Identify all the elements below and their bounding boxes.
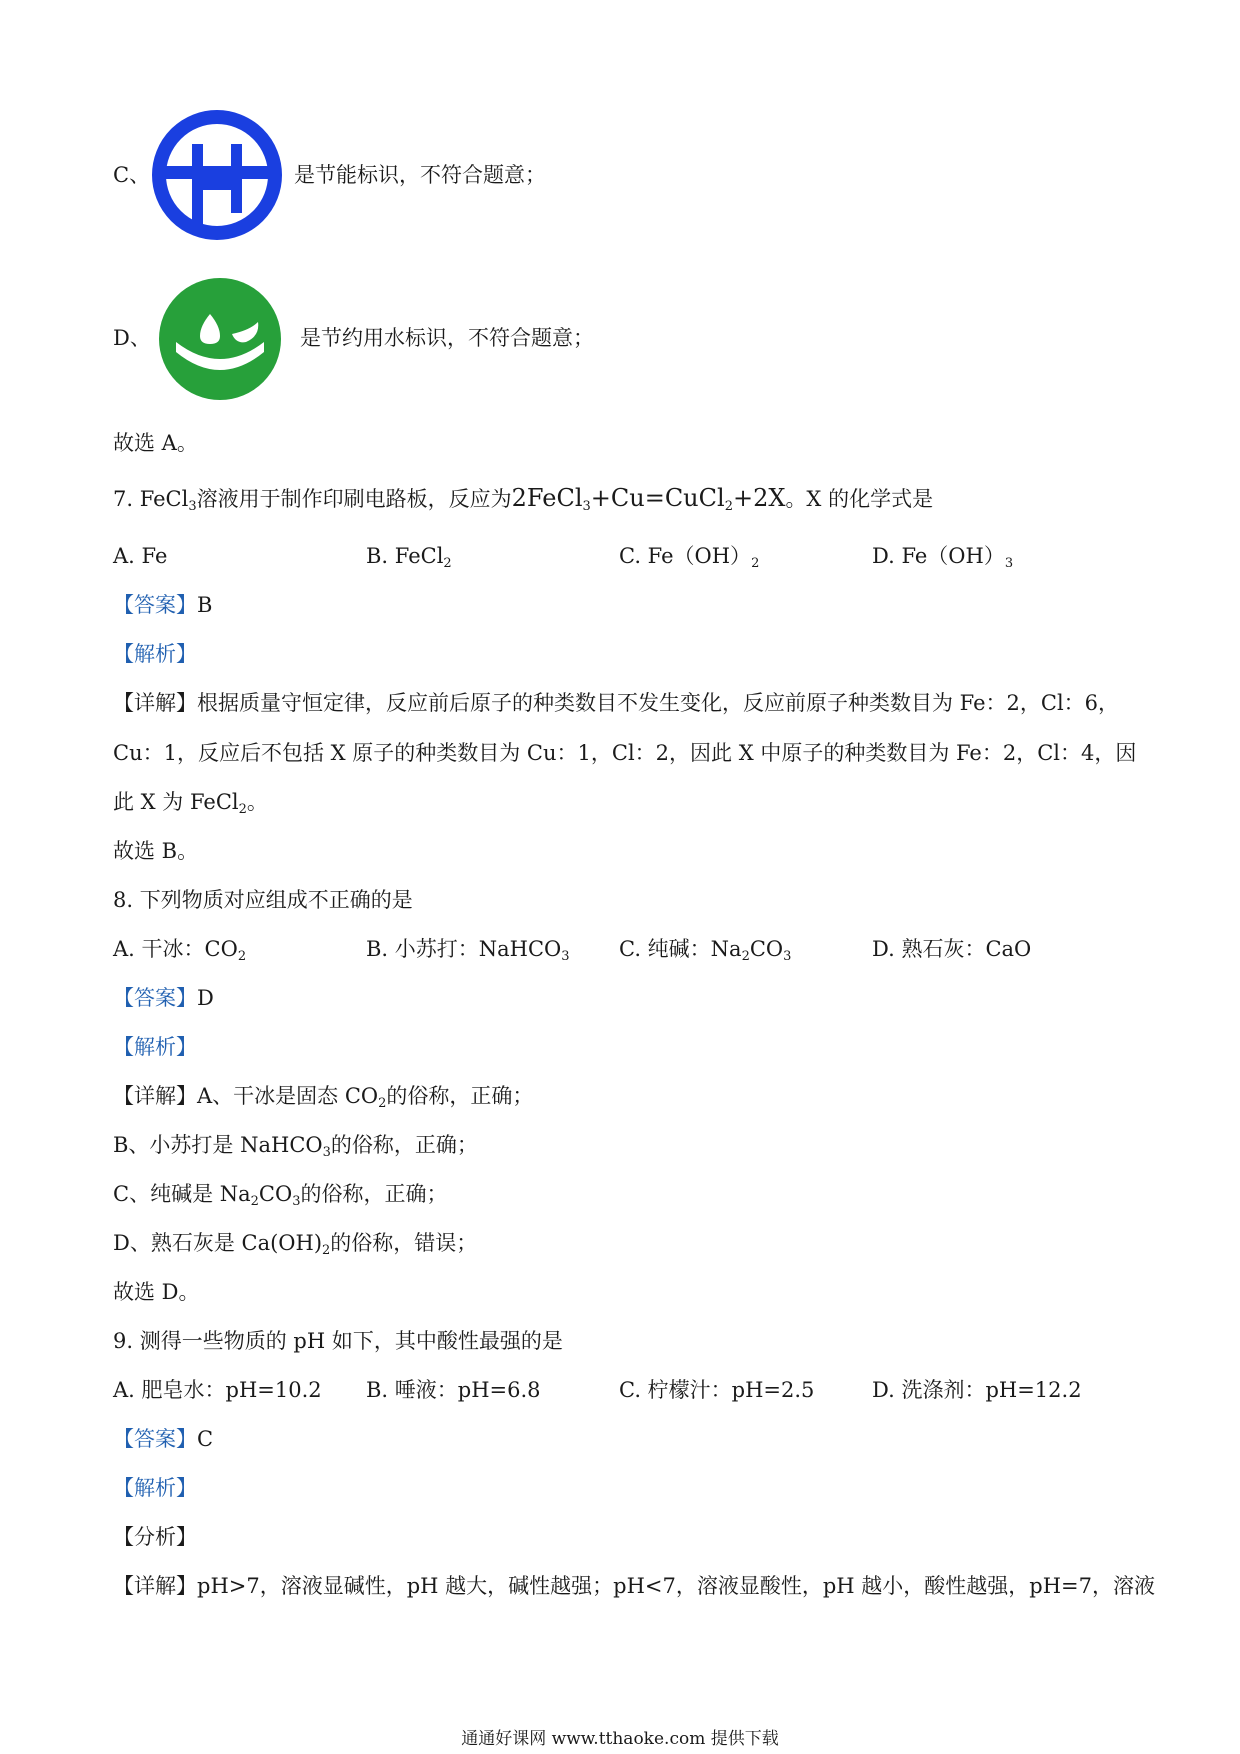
q8-detail-d: D、熟石灰是 $Ca(OH)_2$的俗称，错误； (113, 1231, 478, 1258)
q8-option-b: B. 小苏打：NaHCO$_3$ (366, 937, 570, 964)
q8-stem: 8. 下列物质对应组成不正确的是 (113, 888, 413, 912)
q8-option-c: C. 纯碱：$Na_2CO_3$ (619, 937, 792, 964)
energy-saving-logo (152, 108, 282, 242)
q7-option-d: D. $Fe(OH)_3$ (872, 544, 1014, 571)
q7-option-a: A. Fe (113, 544, 168, 568)
q7-analysis-label: 【解析】 (113, 642, 197, 666)
item-d-letter: D、 (113, 326, 151, 350)
q7-detail-line-1: 【详解】根据质量守恒定律，反应前后原子的种类数目不发生变化，反应前原子种类数目为 Fe：2，Cl：6， (113, 691, 1120, 715)
q8-detail-b: B、小苏打是 NaHCO$_3$的俗称，正确； (113, 1133, 478, 1160)
q9-answer: 【答案】C (113, 1427, 214, 1451)
q8-option-d: D. 熟石灰：CaO (872, 937, 1032, 961)
q9-stem: 9. 测得一些物质的 pH 如下，其中酸性最强的是 (113, 1329, 563, 1353)
q7-option-b: B. FeCl$_2$ (366, 544, 452, 571)
q7-stem: 7. FeCl$_3$溶液用于制作印刷电路板，反应为2FeCl$_3$+Cu=CuCl$_2$+2X。X 的化学式是 (113, 484, 934, 514)
q7-answer: 【答案】B (113, 593, 213, 617)
q9-option-c: C. 柠檬汁：pH=2.5 (619, 1378, 815, 1402)
item-d-text: 是节约用水标识，不符合题意； (300, 326, 594, 350)
q7-option-c: C. $Fe(OH)_2$ (619, 544, 760, 571)
q9-fenxi-label: 【分析】 (113, 1525, 197, 1549)
item-c-text: 是节能标识，不符合题意； (294, 163, 546, 187)
q7-choice: 故选 B。 (113, 839, 199, 863)
q8-choice: 故选 D。 (113, 1280, 200, 1304)
q7-detail-line-3: 此 X 为 FeCl$_2$。 (113, 790, 268, 817)
q9-detail: 【详解】pH>7，溶液显碱性，pH 越大，碱性越强；pH<7，溶液显酸性，pH 越小，酸性越强，pH=7，溶液 (113, 1574, 1155, 1598)
q8-detail-a: 【详解】A、干冰是固态 $CO_2$的俗称，正确； (113, 1084, 534, 1111)
page-footer: 通通好课网 www.tthaoke.com 提供下载 (461, 1729, 779, 1749)
q8-detail-c: C、纯碱是 $Na_2CO_3$的俗称，正确； (113, 1182, 448, 1209)
q9-option-a: A. 肥皂水：pH=10.2 (113, 1378, 322, 1402)
q9-option-b: B. 唾液：pH=6.8 (366, 1378, 541, 1402)
q7-equation: 2FeCl$_3$+Cu=CuCl$_2$+2X (511, 484, 786, 514)
q8-analysis-label: 【解析】 (113, 1035, 197, 1059)
item-c-letter: C、 (113, 163, 151, 187)
water-saving-logo (158, 278, 282, 400)
q9-analysis-label: 【解析】 (113, 1476, 197, 1500)
q7-detail-line-2: Cu：1，反应后不包括 X 原子的种类数目为 Cu：1，Cl：2，因此 X 中原子的种类数目为 Fe：2，Cl：4，因 (113, 741, 1137, 765)
q8-answer: 【答案】D (113, 986, 214, 1010)
q6-choice: 故选 A。 (113, 431, 198, 455)
q9-option-d: D. 洗涤剂：pH=12.2 (872, 1378, 1082, 1402)
q8-option-a: A. 干冰：$CO_2$ (113, 937, 247, 964)
